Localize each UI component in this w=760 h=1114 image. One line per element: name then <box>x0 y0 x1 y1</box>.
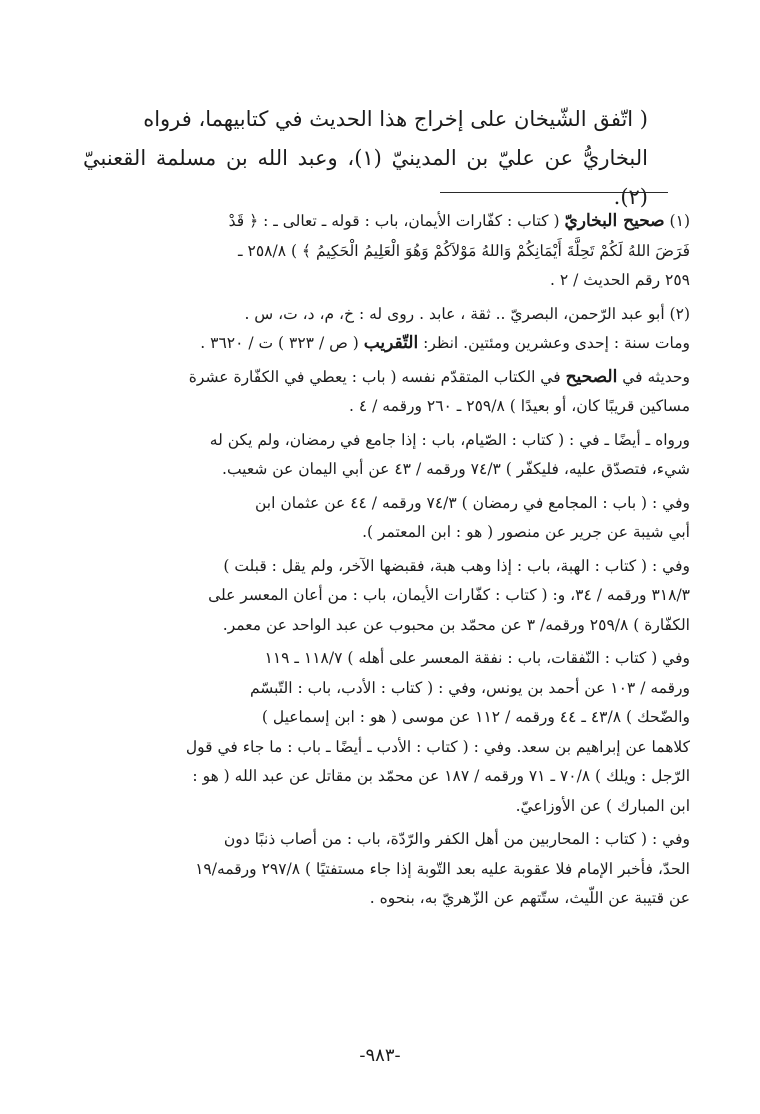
note-paragraph-7-line-4: كلاهما عن إبراهيم بن سعد. وفي : ( كتاب : الأدب ـ أيضًا ـ باب : ما جاء في قول <box>185 737 690 756</box>
main-text-line-1: ( اتّفق الشّيخان على إخراج هذا الحديث في كتابيهما، فرواه <box>143 107 648 131</box>
note-paragraph-8-line-2: الحدّ، فأخبر الإمام فلا عقوبة عليه بعد التّوبة إذا جاء مستفتيًا ) ٢٩٧/٨ ورقمه/١٩ <box>195 859 690 878</box>
footnote-2-line-2-pre: ومات سنة : إحدى وعشرين ومئتين. انظر: <box>418 334 690 352</box>
note-paragraph-7-line-2: ورقمه / ١٠٣ عن أحمد بن يونس، وفي : ( كتاب : الأدب، باب : التّبسّم <box>249 678 690 697</box>
footnote-1-marker: (١) <box>669 212 690 230</box>
footnote-separator <box>440 192 668 193</box>
footnote-1-line-2: فَرَضَ اللهُ لَكُمْ تَحِلَّةَ أَيْمَانِكُمْ وَاللهُ مَوْلاَكُمْ وَهُوَ الْعَلِيمُ الْحَكِيمُ ﴾ ) ٢٥٨/٨ ـ <box>238 241 690 260</box>
note-paragraph-7 <box>70 644 690 821</box>
note-paragraph-4 <box>70 426 690 485</box>
footnote-1-source-title: صحيح البخاريّ <box>564 211 665 231</box>
footnote-2-line-2-post: ( ص / ٣٢٣ ) ت / ٣٦٢٠ . <box>200 334 364 352</box>
footnote-1-line-1 <box>70 207 690 237</box>
note-paragraph-8-line-3: عن قتيبة عن اللّيث، ستّتهم عن الزّهريّ به، بنحوه . <box>369 889 690 907</box>
footnote-2-line-1: (٢) أبو عبد الرّحمن، البصريّ .. ثقة ، عابد . روى له : خ، م، د، ت، س . <box>244 304 690 323</box>
page-number: -٩٨٣- <box>359 1045 401 1066</box>
main-text <box>83 100 648 217</box>
footnotes <box>70 207 690 918</box>
main-text-line-2: البخاريُّ عن عليّ بن المدينيّ (١)، وعبد الله بن مسلمة القعنبيّ (٢). <box>83 146 648 209</box>
footnote-2 <box>70 300 690 359</box>
note-paragraph-6-line-3: الكفّارة ) ٢٥٩/٨ ورقمه/ ٣ عن محمّد بن محبوب عن عبد الواحد عن معمر. <box>222 615 690 634</box>
note-paragraph-3-source-title: الصحيح <box>565 366 618 387</box>
note-paragraph-4-line-1: ورواه ـ أيضًا ـ في : ( كتاب : الصّيام، باب : إذا جامع في رمضان، ولم يكن له <box>209 430 690 449</box>
note-paragraph-8-line-1: وفي : ( كتاب : المحاربين من أهل الكفر والرّدّة، باب : من أصاب ذنبًا دون <box>223 830 690 848</box>
note-paragraph-3-post: في الكتاب المتقدّم نفسه ( باب : يعطي في الكفّارة عشرة <box>188 367 566 386</box>
note-paragraph-5-line-2: أبي شيبة عن جرير عن منصور ( هو : ابن المعتمر ). <box>362 523 690 541</box>
note-paragraph-3-pre: وحديثه في <box>617 367 690 386</box>
note-paragraph-4-line-2: شيء، فتصدّق عليه، فليكفّر ) ٧٤/٣ ورقمه / ٤٣ عن أبي اليمان عن شعيب. <box>222 460 690 478</box>
note-paragraph-7-line-6: ابن المبارك ) عن الأوزاعيّ. <box>515 796 690 815</box>
note-paragraph-7-line-5: الرّجل : ويلك ) ٧٠/٨ ـ ٧١ ورقمه / ١٨٧ عن محمّد بن مقاتل عن عبد الله ( هو : <box>192 767 690 785</box>
note-paragraph-3-line-2: مساكين قريبًا كان، أو بعيدًا ) ٢٥٩/٨ ـ ٢٦٠ ورقمه / ٤ . <box>349 397 690 415</box>
note-paragraph-7-line-1: وفي ( كتاب : النّفقات، باب : نفقة المعسر على أهله ) ١١٨/٧ ـ ١١٩ <box>264 649 690 667</box>
footnote-2-source-title: التّقريب <box>363 333 419 353</box>
note-paragraph-8 <box>70 825 690 914</box>
footnote-2-line-2 <box>70 329 690 359</box>
footnote-1-line-1-rest: ( كتاب : كفّارات الأيمان، باب : قوله ـ تعالى ـ : ﴿ قَدْ <box>228 212 565 230</box>
footnote-1-line-3: ٢٥٩ رقم الحديث / ٢ . <box>549 271 690 289</box>
note-paragraph-3-line-1 <box>70 363 690 393</box>
note-paragraph-6 <box>70 552 690 641</box>
note-paragraph-6-line-2: ٣١٨/٣ ورقمه / ٣٤، و: ( كتاب : كفّارات الأيمان، باب : من أعان المعسر على <box>208 586 690 604</box>
note-paragraph-7-line-3: والضّحك ) ٤٣/٨ ـ ٤٤ ورقمه / ١١٢ عن موسى ( هو : ابن إسماعيل ) <box>261 708 690 726</box>
footnote-1 <box>70 207 690 296</box>
note-paragraph-5 <box>70 489 690 548</box>
note-paragraph-3 <box>70 363 690 422</box>
note-paragraph-5-line-1: وفي : ( باب : المجامع في رمضان ) ٧٤/٣ ورقمه / ٤٤ عن عثمان ابن <box>254 493 690 512</box>
note-paragraph-6-line-1: وفي : ( كتاب : الهبة، باب : إذا وهب هبة، فقبضها الآخر، ولم يقل : قبلت ) <box>223 556 690 575</box>
